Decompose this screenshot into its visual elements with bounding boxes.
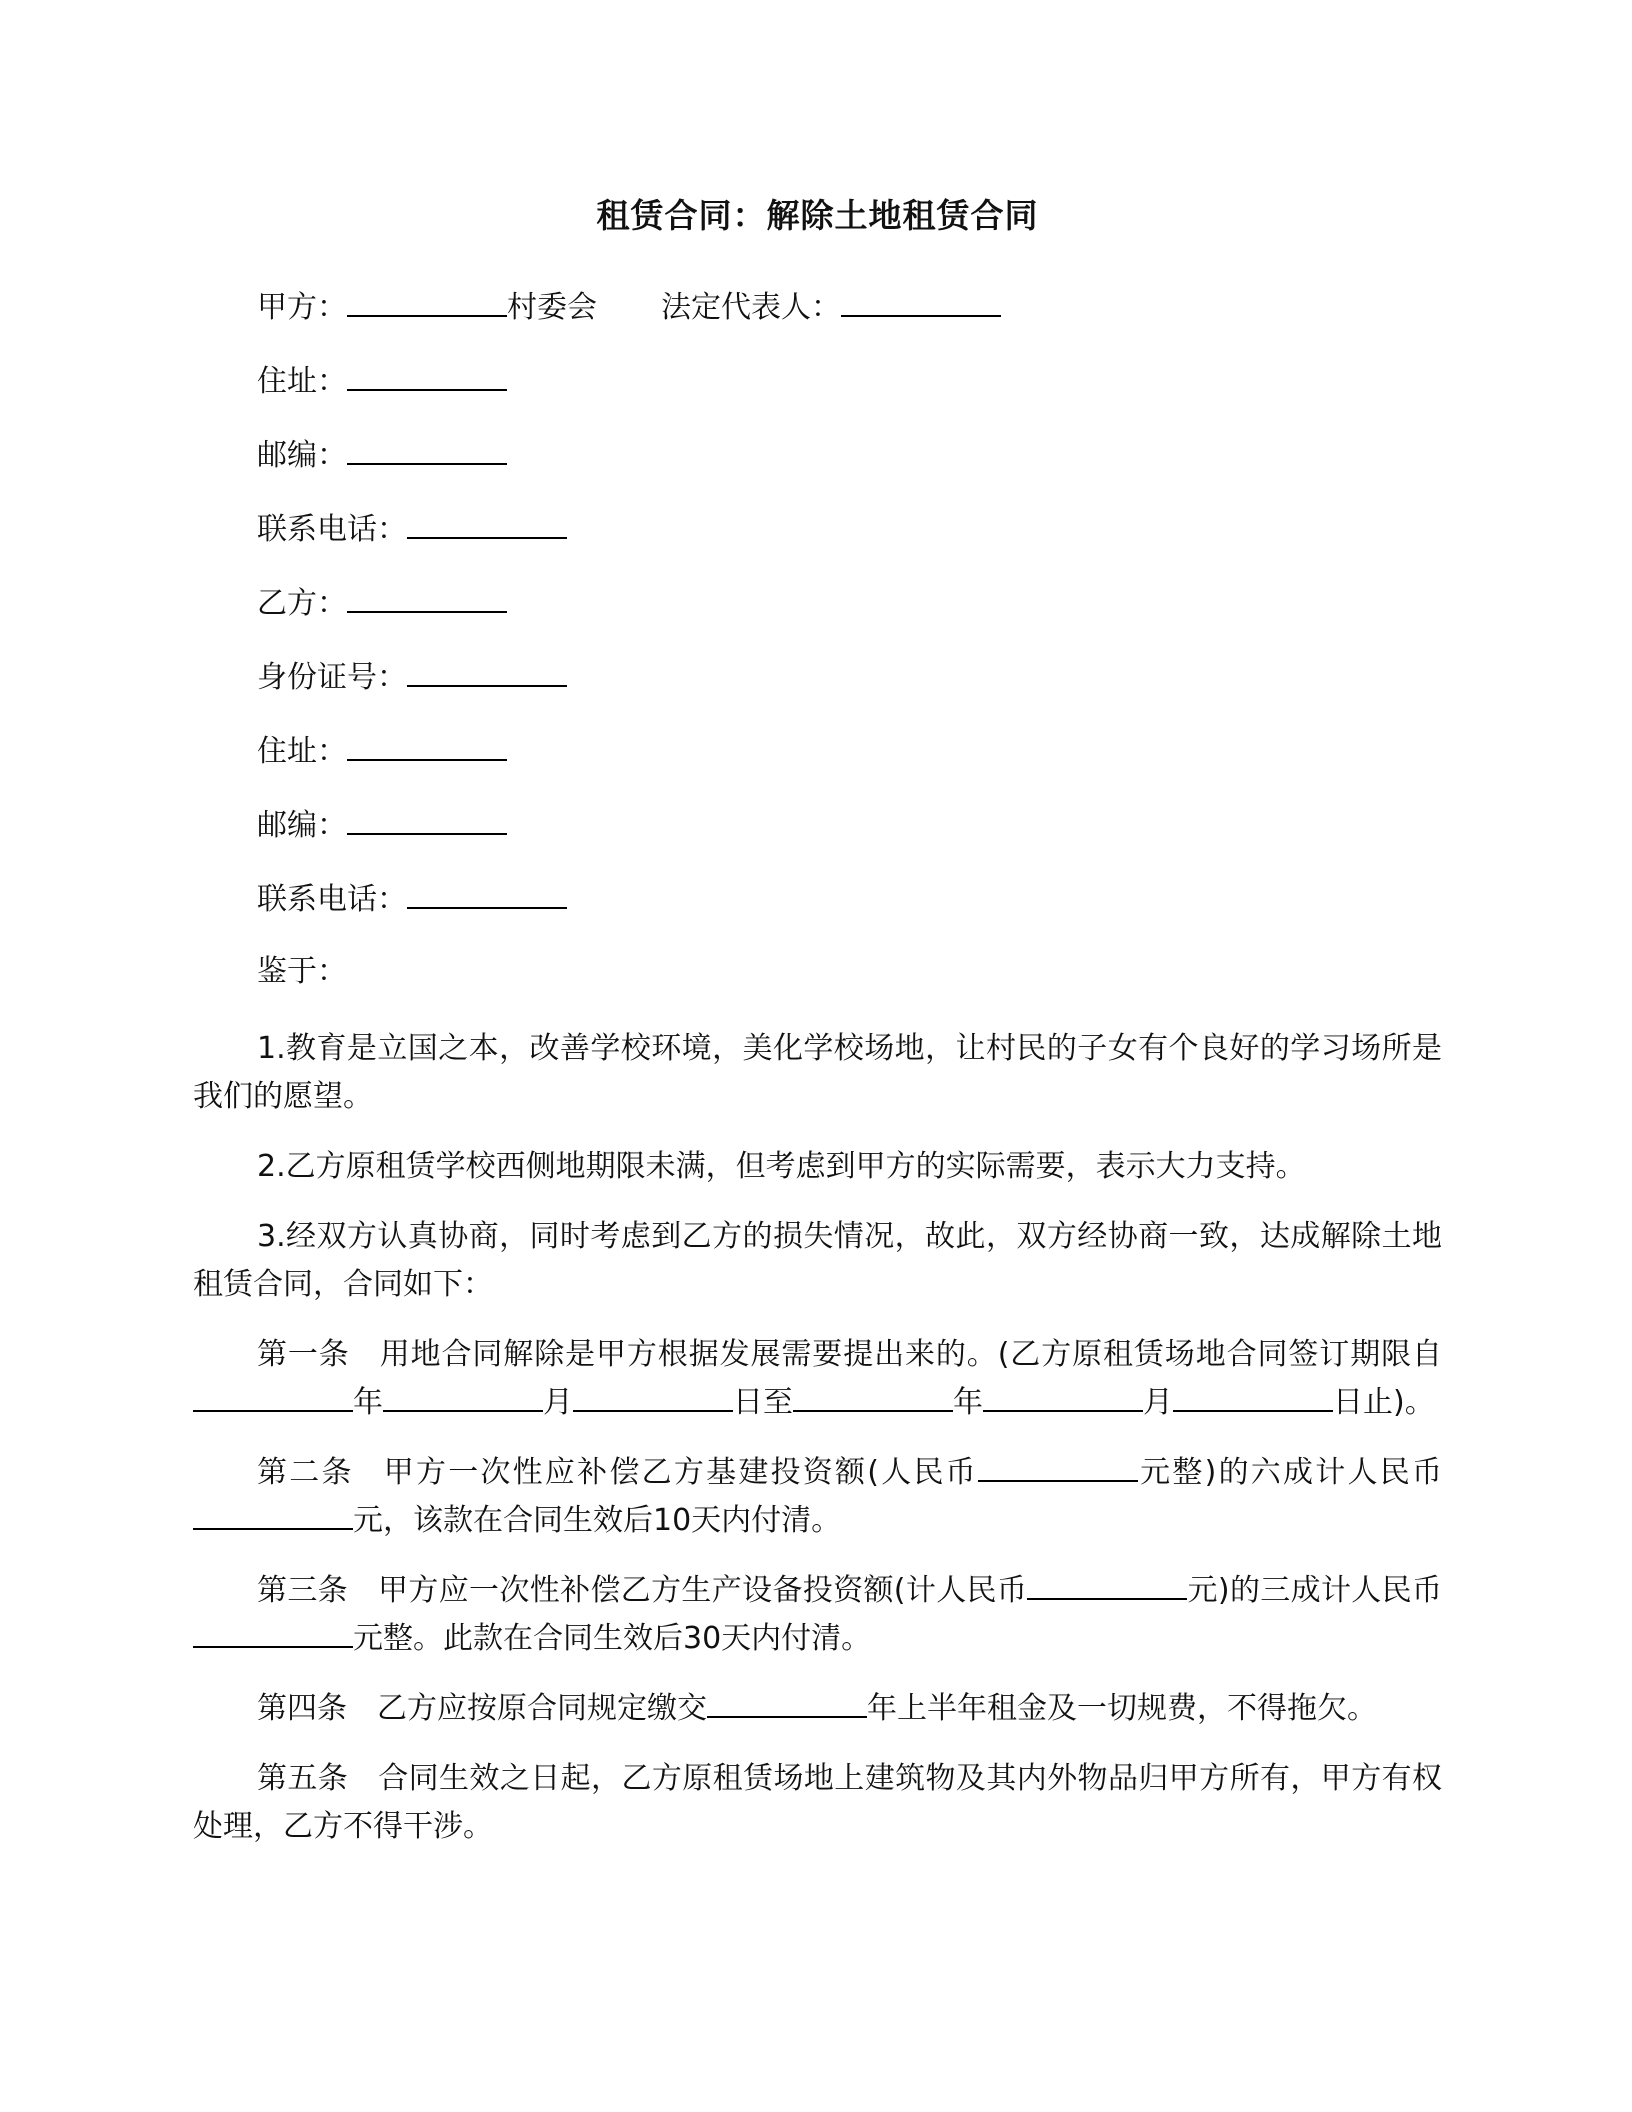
party-b-phone-label: 联系电话： [257, 882, 407, 917]
party-b-phone-blank [407, 877, 567, 909]
party-a-zip-blank [347, 433, 507, 465]
party-b-address-blank [347, 729, 507, 761]
party-a-zip-label: 邮编： [257, 438, 347, 473]
party-a-label: 甲方： [257, 290, 347, 325]
party-a-phone-label: 联系电话： [257, 512, 407, 547]
end-month-unit: 月 [1143, 1385, 1173, 1420]
legal-rep-label: 法定代表人： [661, 290, 841, 325]
article-3-text-2: 元)的三成计人民币 [1187, 1573, 1442, 1608]
article-5-label: 第五条 [257, 1761, 349, 1796]
article-3-label: 第三条 [257, 1573, 349, 1608]
article-4 [193, 1685, 1442, 1733]
start-day-blank [573, 1380, 733, 1412]
end-year-unit: 年 [953, 1385, 983, 1420]
party-b-label: 乙方： [257, 586, 347, 621]
party-b-address-label: 住址： [257, 734, 347, 769]
party-b-id-line [257, 655, 1442, 697]
article-1 [193, 1331, 1442, 1427]
party-a-zip-line [257, 433, 1442, 475]
article-1-end: 日止)。 [1333, 1385, 1435, 1420]
whereas-heading [257, 951, 1442, 993]
party-b-zip-blank [347, 803, 507, 835]
article-2-blank-2 [193, 1498, 353, 1530]
start-month-unit: 月 [543, 1385, 573, 1420]
party-b-line [257, 581, 1442, 623]
party-b-phone-line [257, 877, 1442, 919]
party-a-suffix: 村委会 [507, 290, 597, 325]
article-5 [193, 1755, 1442, 1851]
article-2-text-2: 元整)的六成计人民币 [1137, 1455, 1442, 1490]
article-3 [193, 1567, 1442, 1663]
article-1-label: 第一条 [257, 1337, 350, 1372]
legal-rep-blank [841, 285, 1001, 317]
start-month-blank [383, 1380, 543, 1412]
party-b-blank [347, 581, 507, 613]
party-a-phone-line [257, 507, 1442, 549]
article-4-blank [707, 1686, 867, 1718]
party-b-zip-label: 邮编： [257, 808, 347, 843]
article-3-text-3: 元整。此款在合同生效后30天内付清。 [353, 1621, 872, 1656]
whereas-label: 鉴于： [257, 954, 347, 989]
article-3-blank-1 [1027, 1568, 1187, 1600]
article-4-text-2: 年上半年租金及一切规费，不得拖欠。 [867, 1691, 1377, 1726]
party-b-address-line [257, 729, 1442, 771]
article-1-text: 用地合同解除是甲方根据发展需要提出来的。(乙方原租赁场地合同签订期限自 [379, 1337, 1443, 1372]
party-a-address-blank [347, 359, 507, 391]
party-b-id-label: 身份证号： [257, 660, 407, 695]
start-year-blank [193, 1380, 353, 1412]
article-2 [193, 1449, 1442, 1545]
day-to-text: 日至 [733, 1385, 793, 1420]
whereas-item-1: 1.教育是立国之本，改善学校环境，美化学校场地，让村民的子女有个良好的学习场所是我们的愿望。 [193, 1031, 1442, 1114]
article-2-label: 第二条 [257, 1455, 354, 1490]
end-day-blank [1173, 1380, 1333, 1412]
article-2-text-1: 甲方一次性应补偿乙方基建投资额(人民币 [383, 1455, 978, 1490]
whereas-item-2: 2.乙方原租赁学校西侧地期限未满，但考虑到甲方的实际需要，表示大力支持。 [257, 1149, 1306, 1184]
party-a-blank [347, 285, 507, 317]
article-5-text: 合同生效之日起，乙方原租赁场地上建筑物及其内外物品归甲方所有，甲方有权处理，乙方不得干涉。 [193, 1761, 1443, 1844]
party-a-address-line [257, 359, 1442, 401]
document-title: 租赁合同：解除土地租赁合同 [596, 196, 1039, 235]
party-a-address-label: 住址： [257, 364, 347, 399]
start-year-unit: 年 [353, 1385, 383, 1420]
article-2-text-3: 元，该款在合同生效后10天内付清。 [353, 1503, 842, 1538]
article-3-text-1: 甲方应一次性补偿乙方生产设备投资额(计人民币 [378, 1573, 1028, 1608]
party-a-line [257, 285, 1442, 327]
party-a-phone-blank [407, 507, 567, 539]
article-4-text-1: 乙方应按原合同规定缴交 [377, 1691, 707, 1726]
article-4-label: 第四条 [257, 1691, 347, 1726]
end-year-blank [793, 1380, 953, 1412]
article-3-blank-2 [193, 1616, 353, 1648]
article-2-blank-1 [978, 1450, 1138, 1482]
party-b-id-blank [407, 655, 567, 687]
whereas-item-3: 3.经双方认真协商，同时考虑到乙方的损失情况，故此，双方经协商一致，达成解除土地租赁合同，合同如下： [193, 1219, 1442, 1302]
end-month-blank [983, 1380, 1143, 1412]
party-b-zip-line [257, 803, 1442, 845]
